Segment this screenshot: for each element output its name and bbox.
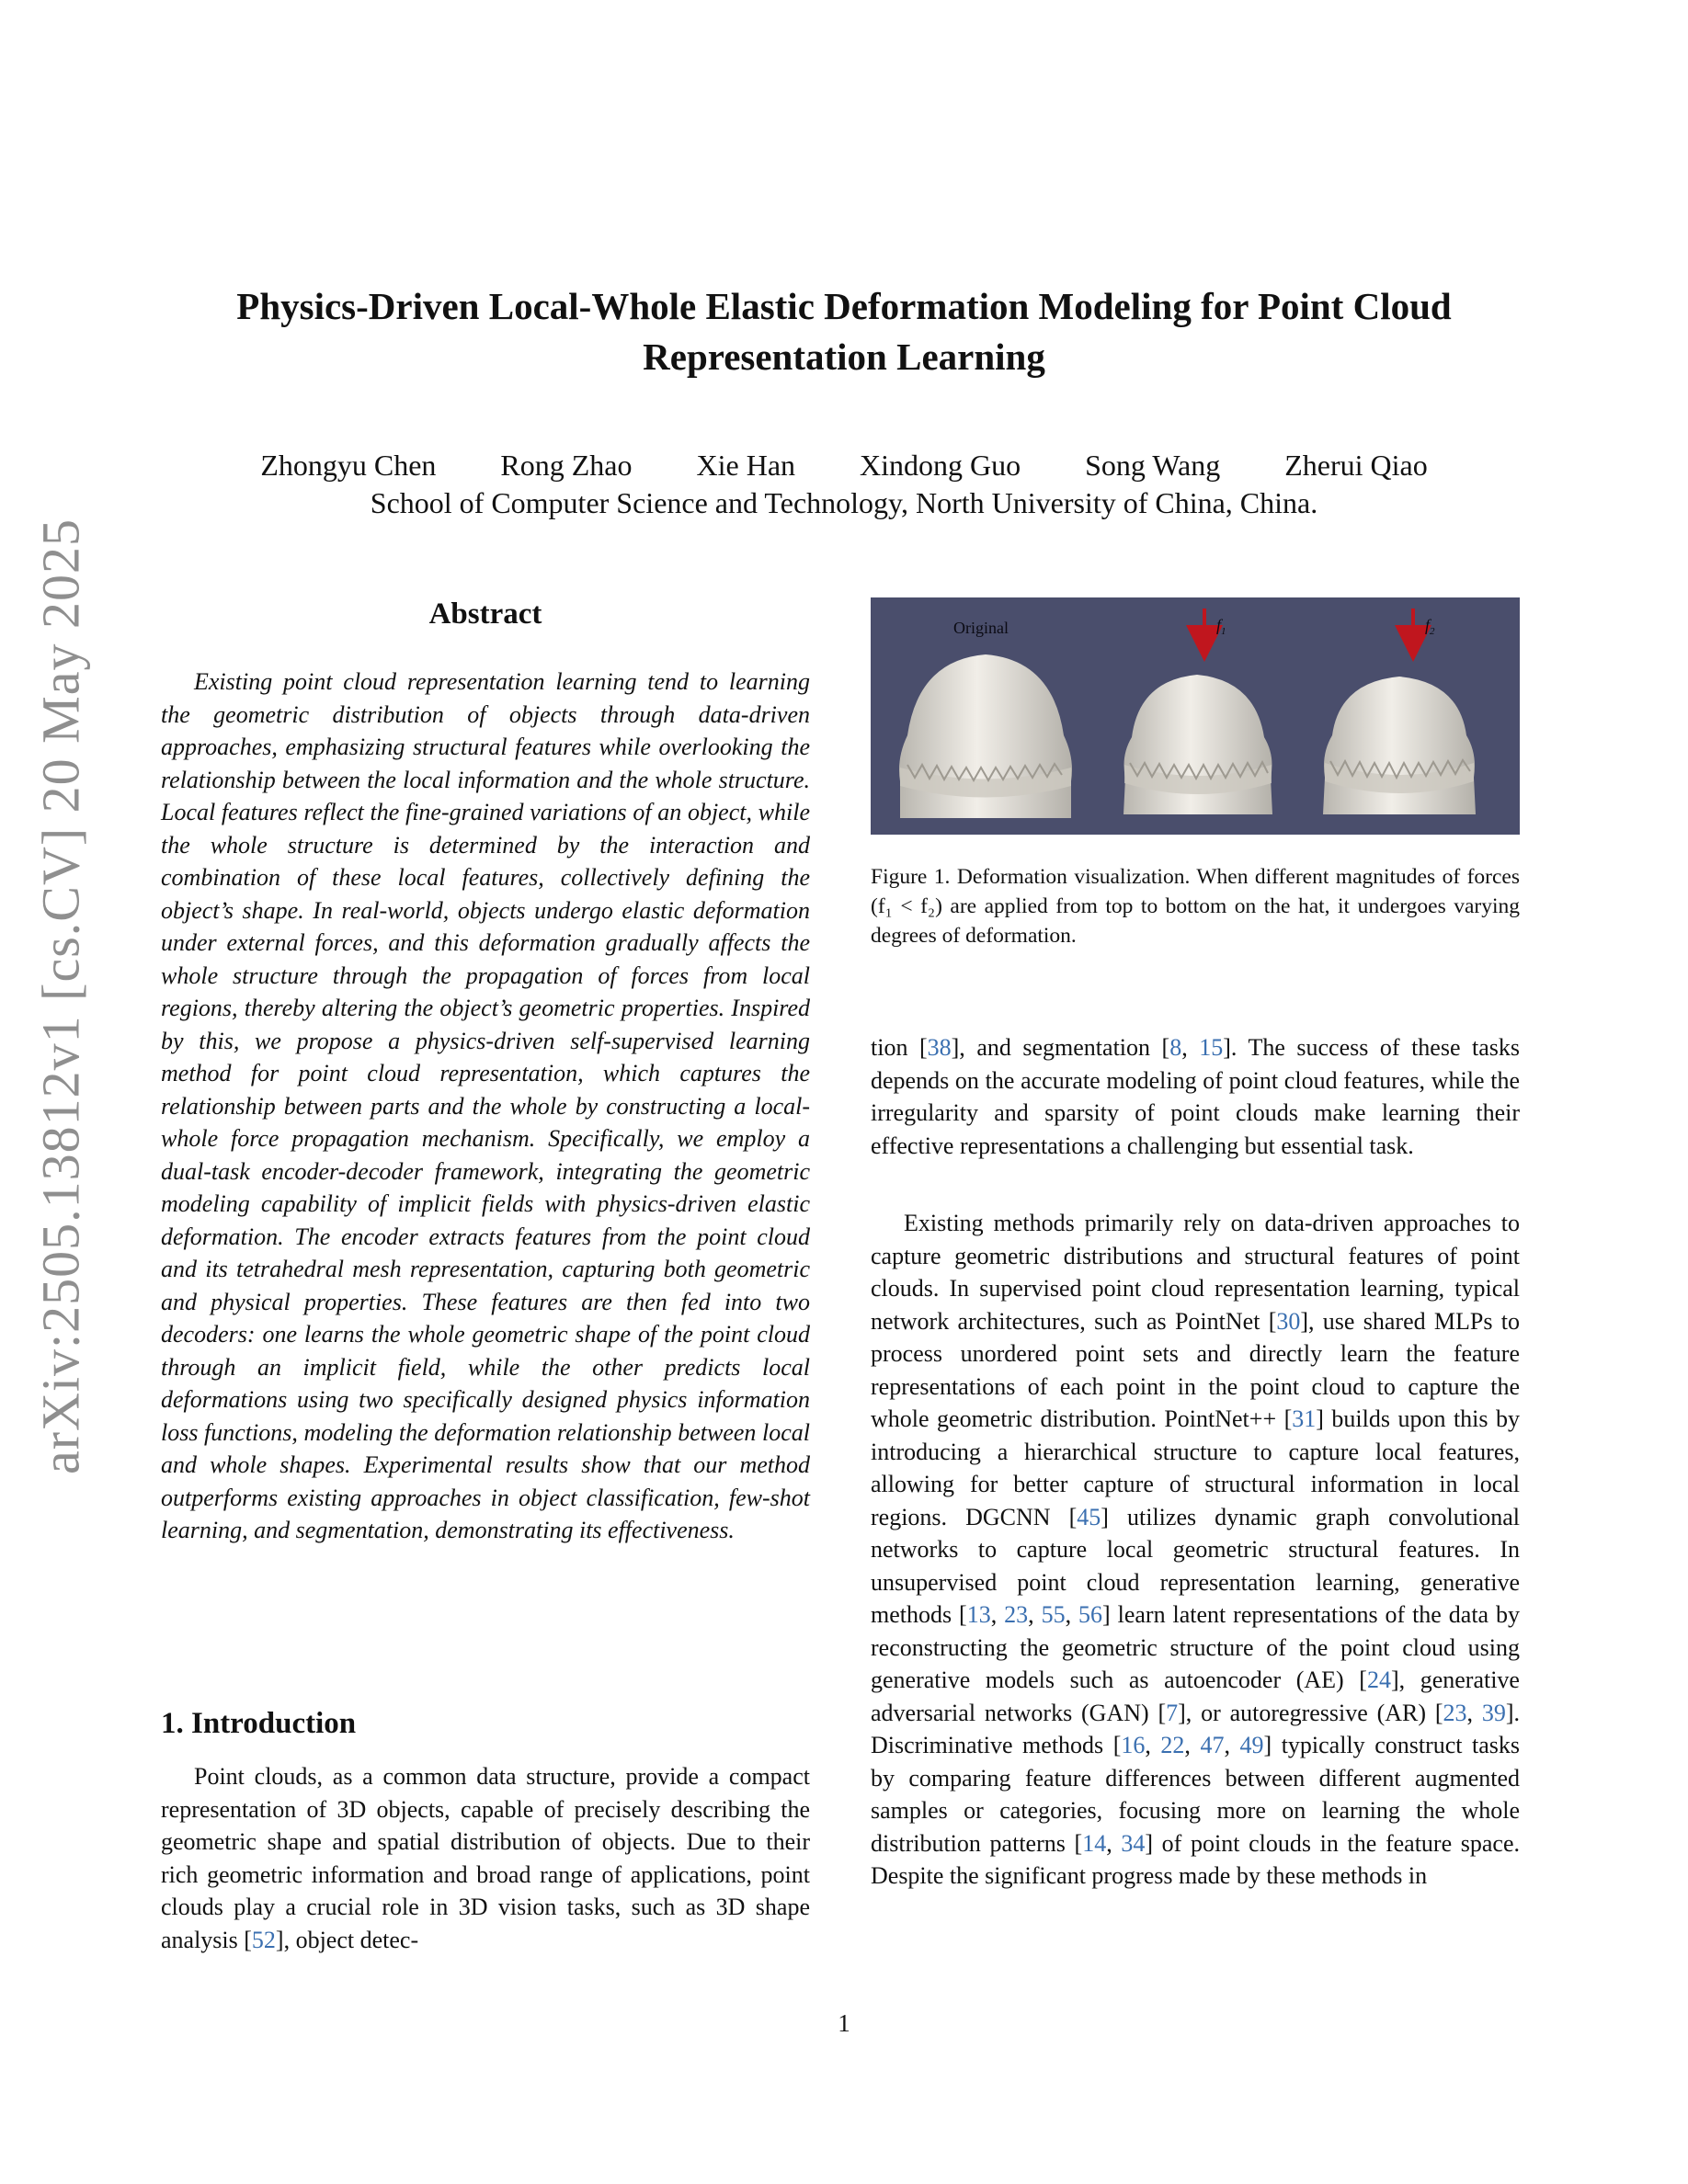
citation-link[interactable]: 55 (1041, 1601, 1066, 1628)
citation-link[interactable]: 7 (1166, 1699, 1179, 1726)
figure-1-caption: Figure 1. Deformation visualization. When different magnitudes of forces (f₁ < f₂) are applied from top to bottom on the hat, it undergoes varying degrees of deformation. (871, 865, 1520, 948)
text-run: , (990, 1601, 1005, 1628)
citation-link[interactable]: 45 (1077, 1503, 1101, 1530)
citation-link[interactable]: 23 (1004, 1601, 1029, 1628)
author-name: Song Wang (1085, 449, 1221, 482)
abstract-heading: Abstract (428, 597, 542, 631)
text-run: , (1181, 1034, 1200, 1061)
citation-link[interactable]: 24 (1366, 1666, 1391, 1693)
introduction-paragraph (161, 1760, 810, 1956)
text-run: Point clouds, as a common data structure, provide a compact representation of 3D objects, capable of precisely describing the geometric shape and spatial distribution of objects. Due to their rich geometric information and broad range of applications, point clouds play a crucial role in 3D vision tasks, such as 3D shape analysis [ (161, 1763, 810, 1953)
arxiv-sidebar (7, 0, 108, 2184)
citation-link[interactable]: 16 (1121, 1732, 1146, 1758)
author-name: Rong Zhao (500, 449, 633, 482)
citation-link[interactable]: 15 (1199, 1034, 1224, 1061)
citation-link[interactable]: 52 (251, 1926, 276, 1953)
deformation-visualization (871, 597, 1520, 835)
page-number: 1 (838, 2009, 850, 2037)
text-run: , (1028, 1601, 1042, 1628)
text-run: ], generative adversarial networks (GAN) [ (871, 1666, 1520, 1726)
text-run: ], use shared MLPs to process unordered point sets and directly learn the feature representations of each point in the point cloud to capture the whole geometric distribution. PointNet++ [ (871, 1307, 1520, 1432)
body-paragraph (871, 1207, 1520, 1893)
citation-link[interactable]: 13 (966, 1601, 991, 1628)
author-name: Zherui Qiao (1284, 449, 1428, 482)
text-run: ]. The success of these tasks depends on the accurate modeling of point cloud features, while the irregularity and sparsity of point clouds make learning their effective representations a challenging but essential task. (871, 1034, 1521, 1159)
citation-link[interactable]: 23 (1443, 1699, 1467, 1726)
text-run: ], object detec- (275, 1926, 419, 1953)
text-run: ] learn latent representations of the data by reconstructing the geometric structure of the point cloud using generative models such as autoencoder (AE) [ (871, 1601, 1521, 1693)
text-run: ]. Discriminative methods [ (871, 1699, 1520, 1758)
hat-deformed-f1 (1123, 675, 1272, 814)
label-f2: $f_2$ (1425, 616, 1435, 637)
text-run: ], or autoregressive (AR) [ (1178, 1699, 1443, 1726)
text-run: , (1184, 1732, 1201, 1758)
author-name: Xie Han (696, 449, 796, 482)
label-original: Original (953, 619, 1009, 637)
text-run: ] utilizes dynamic graph convolutional networks to capture local geometric structural features. In unsupervised point cloud representation learning, generative methods [ (871, 1503, 1520, 1628)
paper-title: Physics-Driven Local-Whole Elastic Deformation Modeling for Point Cloud Representation Learning (236, 285, 1452, 378)
text-run: , (1065, 1601, 1079, 1628)
citation-link[interactable]: 34 (1121, 1829, 1146, 1857)
text-run: ] builds upon this by introducing a hierarchical structure to capture local features, allowing for better capture of structural information in local regions. DGCNN [ (871, 1405, 1520, 1530)
citation-link[interactable]: 38 (927, 1034, 952, 1061)
citation-link[interactable]: 22 (1160, 1732, 1185, 1758)
text-run: , (1466, 1699, 1482, 1726)
text-run: , (1106, 1829, 1122, 1857)
hat-original (899, 654, 1072, 818)
arxiv-identifier: arXiv:2505.13812v1 [cs.CV] 20 May 2025 (30, 518, 91, 1475)
citation-link[interactable]: 31 (1292, 1405, 1317, 1432)
text-run: tion [ (871, 1034, 928, 1061)
text-run: ], and segmentation [ (951, 1034, 1170, 1061)
text-run: ] typically construct tasks by comparing feature differences between different augmented samples or categories, focusing more on learning the whole distribution patterns [ (871, 1732, 1521, 1857)
text-run: , (1145, 1732, 1161, 1758)
author-name: Zhongyu Chen (260, 449, 437, 482)
citation-link[interactable]: 49 (1239, 1732, 1264, 1758)
introduction-heading: 1. Introduction (161, 1707, 357, 1740)
author-name: Xindong Guo (860, 449, 1021, 482)
text-run: Existing methods primarily rely on data-driven approaches to capture geometric distributions and structural features of point clouds. In supervised point cloud representation learning, typical network architectures, such as PointNet [ (871, 1210, 1520, 1335)
citation-link[interactable]: 14 (1082, 1829, 1107, 1857)
citation-link[interactable]: 56 (1078, 1601, 1103, 1628)
citation-link[interactable]: 30 (1276, 1307, 1301, 1335)
abstract-text: Existing point cloud representation learning tend to learning the geometric distribution of objects through data-driven approaches, emphasizing structural features while overlooking the relationship between the local information and the whole structure. Local features reflect the fine-grained variations of an object, while the whole structure is determined by the interaction and combination of these local features, collectively defining the object’s shape. In real-world, objects undergo elastic deformation under external forces, and this deformation gradually affects the whole structure through the propagation of forces from local regions, thereby altering the object’s geometric properties. Inspired by this, we propose a physics-driven self-supervised learning method for point cloud representation, which captures the relationship between parts and the whole by constructing a local-whole force propagation mechanism. Specifically, we employ a dual-task encoder-decoder framework, integrating the geometric modeling capability of implicit fields with physics-driven elastic deformation. The encoder extracts features from the point cloud and its tetrahedral mesh representation, capturing both geometric and physical properties. These features are then fed into two decoders: one learns the whole geometric shape of the point cloud through an implicit field, while the other predicts local deformations using two specifically designed physics information loss functions, modeling the deformation relationship between local and whole shapes. Experimental results show that our method outperforms existing approaches in object classification, few-shot learning, and segmentation, demonstrating its effectiveness. (161, 668, 810, 1543)
body-paragraph (871, 1031, 1520, 1162)
affiliation: School of Computer Science and Technology, North University of China, China. (370, 486, 1318, 519)
text-run: ] of point clouds in the feature space. Despite the significant progress made by these methods in (871, 1829, 1521, 1889)
figure-1-image (871, 597, 1520, 835)
text-run: , (1224, 1732, 1240, 1758)
citation-link[interactable]: 8 (1169, 1034, 1182, 1061)
label-f1: $f_1$ (1216, 616, 1226, 637)
author-list (138, 447, 1550, 483)
hat-deformed-f2 (1323, 677, 1476, 814)
citation-link[interactable]: 39 (1481, 1699, 1506, 1726)
citation-link[interactable]: 47 (1200, 1732, 1225, 1758)
